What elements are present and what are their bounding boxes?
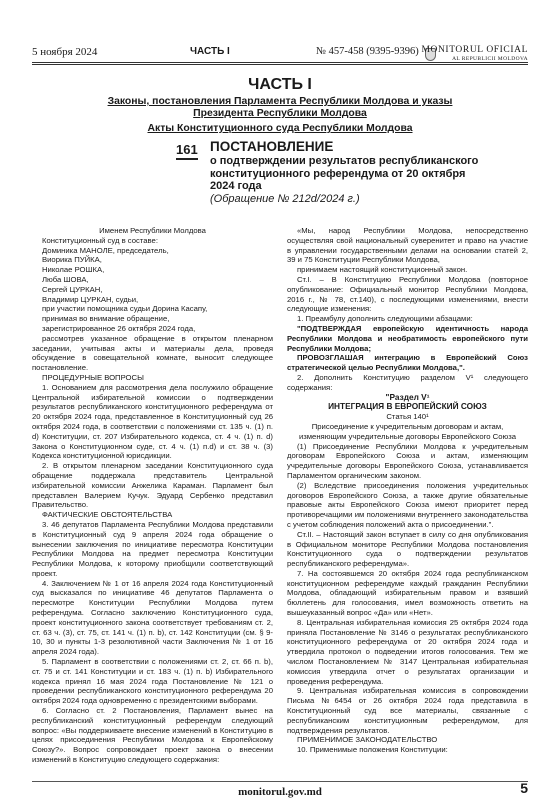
paragraph: 3. 46 депутатов Парламента Республики Молдова представили в Конституционный суд 9 апреля 2024 года обращение о вынесении заключения по инициативе пересмотра Конституции Республики Молдова на предмет пересмотра Конституции Республики Молдова, к которому приобщили соответствующий проект. [32,519,273,578]
paragraph: 1. Основанием для рассмотрения дела послужило обращение Центральной избирательной комиссии о подтверждении результатов республиканского конституционного референдума от 20 октября 2024 года, представленное в Конституционный суд 26 октября 2024 года, в соответствии с положениями ст. 135 ч. (1) п. d) Конституции, ст. 207 Избирательного кодекса, ст. 4 ч. (1) п. d) Закона о Конституционном суде, ст. 4 ч. (1) п.d) и ст. 38 ч. (3) Кодекса конституционной юрисдикции. [32,382,273,461]
issue-number: № 457-458 (9395-9396) [316,46,419,57]
header-part-label: ЧАСТЬ I [190,46,230,57]
act-description-1: о подтверждении результатов республиканского [210,155,479,167]
act-description-3: 2024 года [210,180,262,192]
paragraph: Виорика ПУЙКА, [42,255,102,265]
act-title: ПОСТАНОВЛЕНИЕ [210,139,334,154]
paragraph: 5. Парламент в соответствии с положениями ст. 2, ст. 66 п. b), ст. 75 и ст. 141 Конституции и ст. 183 ч. (1) п. b) Избирательного кодекса принял 16 мая 2024 года Постановление № 121 о проведении республиканского конституционного референдума 20 октября 2024 года одновременно с президентскими выборами. [32,657,273,706]
page-number: 5 [520,780,528,796]
paragraph: Владимир ЦУРКАН, судьи, [42,294,139,304]
paragraph: (1) Присоединение Республики Молдова к учредительным договорам Европейского Союза и актам, изменяющим учредительные договоры Европейского Союза, устанавливается Парламентом органическим законом. [287,441,528,480]
paragraph: Ст.I. – В Конституцию Республики Молдова (повторное опубликование: Официальный монитор Республики Молдова, 2016 г., № 78, ст.140), с последующими изменениями, внести следующие изменения: [287,274,528,314]
paragraph: Статья 140¹ [386,412,429,422]
paragraph: ПРИМЕНИМОЕ ЗАКОНОДАТЕЛЬСТВО [297,735,438,745]
paragraph: Доминика МАНОЛЕ, председатель, [42,245,169,255]
paragraph: рассмотрев указанное обращение в открытом пленарном заседании, учитывая акты и материалы дела, проведя обсуждение в совещательной комнате, выносит следующее постановление. [32,333,273,373]
act-number: 161 [176,142,198,160]
paragraph: 8. Центральная избирательная комиссия 25 октября 2024 года приняла Постановление № 3146 о результатах республиканского конституционного референдума от 20 октября 2024 года и утвердила протокол о подведении итогов голосования. Тем же числом Постановлением № 3147 Центральная избирательная комиссия утвердила отчет о результатах организации и проведения референдума. [287,617,528,686]
paragraph: Сергей ЦУРКАН, [42,284,103,294]
paragraph: Люба ШОВА, [42,274,89,284]
paragraph: Конституционный суд в составе: [42,235,158,245]
paragraph: 4. Заключением № 1 от 16 апреля 2024 года Конституционный суд высказался по инициативе 46 депутатов Парламента о пересмотре Конституции Республики Молдова путем референдума. Согласно заключению Конституционного суда, проект конституционного закона соответствует требованиям ст. 2, ст. 63 ч. (3), ст. 75, ст. 141 ч. (1) п. b), ст. 142 Конституции (см. § 9-10, 30 и пункты 1-3 резолютивной части Заключения № 1 от 16 апреля 2024 года). [32,578,273,657]
paragraph: Именем Республики Молдова [99,226,206,235]
act-heading [210,139,530,206]
paragraph: зарегистрированное 26 октября 2024 года, [42,323,196,333]
issue-date: 5 ноября 2024 [32,46,98,58]
paragraph: ПРОЦЕДУРНЫЕ ВОПРОСЫ [42,372,144,382]
footer-rule [32,781,528,782]
section-subtitle-3: Акты Конституционного суда Республики Молдова [147,123,413,134]
paragraph: ИНТЕГРАЦИЯ В ЕВРОПЕЙСКИЙ СОЮЗ [328,401,487,412]
paragraph: 7. На состоявшемся 20 октября 2024 года республиканском конституционном референдуме каждый гражданин Республики Молдова, обладающий избирательным правом и взявший бюллетень для голосования, имел возможность ответить на вышеуказанный вопрос «Да» или «Нет». [287,568,528,618]
section-subtitle-2: Президента Республики Молдова [193,108,367,119]
left-column [32,226,273,765]
section-subtitle-1: Законы, постановления Парламента Республики Молдова и указы [107,96,453,107]
paragraph: "Раздел V¹ [385,391,430,402]
paragraph: «Мы, народ Республики Молдова, непосредственно осуществляя свой национальный суверенитет и право на участие в управлении государственными делами на основании статей 2, 39 и 75 Конституции Республики Молдова, [287,226,528,265]
page-header [32,46,528,70]
paragraph: ФАКТИЧЕСКИЕ ОБСТОЯТЕЛЬСТВА [42,510,173,520]
right-column [287,226,528,755]
paragraph: 10. Применимые положения Конституции: [297,745,448,755]
paragraph: Николае РОШКА, [42,265,105,275]
paragraph: Присоединение к учредительным договорам и актам, изменяющим учредительные договоры Европейского Союза [298,421,517,441]
act-reference: (Обращение № 212d/2024 г.) [210,192,360,205]
header-rule-double [32,64,528,65]
header-rule [32,62,528,63]
paragraph: "ПОДТВЕРЖДАЯ европейскую идентичность народа Республики Молдова и необратимость европейского пути Республики Молдова; [287,323,528,353]
paragraph: 2. В открытом пленарном заседании Конституционного суда обращение поддержала представитель Центральной избирательной комиссии Анжелика Караман. Парламент был представлен Валерием Кучук. Эдуард Сербенко представил Правительство. [32,461,273,510]
brand-title: MONITORUL OFICIAL [421,45,528,55]
paragraph: принимая во внимание обращение, [42,314,170,324]
brand-subtitle: AL REPUBLICII MOLDOVA [452,56,528,62]
footer-site: monitorul.gov.md [238,786,322,798]
paragraph: 6. Согласно ст. 2 Постановления, Парламент вынес на республиканский конституционный референдум следующий вопрос: «Вы поддерживаете внесение изменений в Конституцию в целях присоединения Республики Молдова к Европейскому Союзу?». Вопрос сопровождает проект закона о внесении изменений в Конституцию следующего содержания: [32,706,273,765]
paragraph: при участии помощника судьи Дорина Касапу, [42,304,208,314]
paragraph: 2. Дополнить Конституцию разделом V¹ следующего содержания: [287,372,528,392]
publication-brand [421,45,528,62]
paragraph: ПРОВОЗГЛАШАЯ интеграцию в Европейский Союз стратегической целью Республики Молдова,". [287,353,528,373]
paragraph: (2) Вследствие присоединения положения учредительных договоров Европейского Союза, а также другие обязательные правовые акты Европейского Союза имеют приоритет перед противоречащими им положениями внутреннего законодательства с учетом соблюдения положений акта о присоединении.". [287,480,528,529]
paragraph: принимаем настоящий конституционный закон. [297,265,468,275]
paragraph: Ст.II. – Настоящий закон вступает в силу со дня опубликования в Официальном мониторе Республики Молдова постановления Конституционного суда о подтверждении результатов республиканского референдума». [287,529,528,569]
part-title: ЧАСТЬ I [248,76,312,93]
paragraph: 9. Центральная избирательная комиссия в сопровождении Письма №6454 от 26 октября 2024 года представила в Конституционный суд все материалы, связанные с республиканским конституционным референдумом, для подтверждения результатов. [287,686,528,735]
act-description-2: конституционного референдума от 20 октября [210,167,466,180]
paragraph: 1. Преамбулу дополнить следующими абзацами: [297,314,473,324]
